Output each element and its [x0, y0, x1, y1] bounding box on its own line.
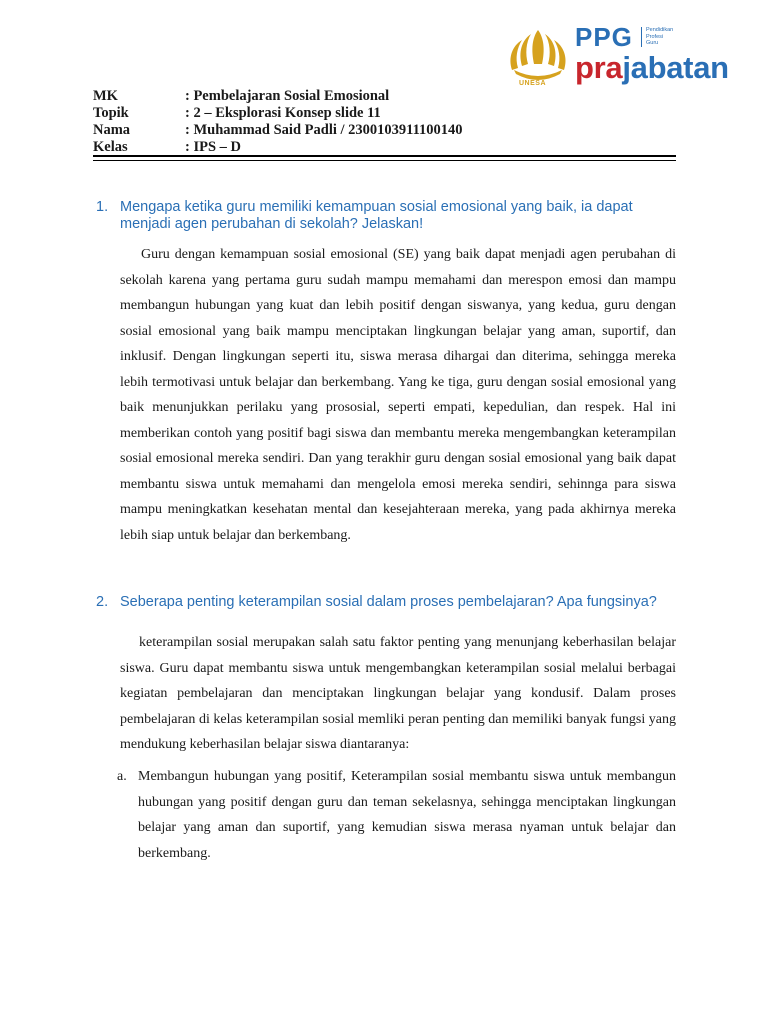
- prajabatan-logo-text: prajabatan: [575, 50, 729, 85]
- list-marker: a.: [117, 769, 127, 784]
- question-number: 2.: [96, 594, 109, 610]
- header-label: Topik: [93, 105, 129, 121]
- header-row-kelas: [93, 139, 673, 156]
- document-header: [93, 88, 673, 156]
- unesa-logo-text: UNESA: [519, 80, 547, 87]
- header-divider-thick: [93, 155, 676, 157]
- answer-1-paragraph: Guru dengan kemampuan sosial emosional (SE) yang baik dapat menjadi agen perubahan di sekolah karena yang pertama guru sudah mampu memahami dan merespon emosi dan mampu membangun hubungan yang kuat dan lebih positif dengan siswanya, yang kedua, guru dengan sosial emosional yang baik mampu menciptakan lingkungan belajar yang aman, suportif, dan inklusif. Dengan lingkungan seperti itu, siswa merasa dihargai dan diterima, sehingga mereka lebih termotivasi untuk belajar dan berkembang. Yang ke tiga, guru dengan sosial emosional yang baik menunjukkan perilaku yang prososial, seperti empati, kepedulian, dan respek. Hal ini memberikan contoh yang positif bagi siswa dan membantu mereka mengembangkan keterampilan sosial emosional mereka sendiri. Dan yang terakhir guru dengan sosial emosional yang baik dapat membantu siswa untuk memahami dan mengelola emosi mereka sendiri, sehinnga para siswa mampu meningkatkan kesehatan mental dan kesejahteraan mereka, yang pada akhirnya mereka lebih siap untuk belajar dan berkembang.: [120, 247, 676, 543]
- question-1: [96, 199, 676, 233]
- header-value: : 2 – Eksplorasi Konsep slide 11: [185, 105, 381, 121]
- question-number: 1.: [96, 199, 109, 215]
- question-text: Seberapa penting keterampilan sosial dalam proses pembelajaran? Apa fungsinya?: [120, 594, 657, 610]
- header-value: : IPS – D: [185, 139, 241, 155]
- header-value: : Pembelajaran Sosial Emosional: [185, 88, 390, 104]
- list-item: [117, 764, 676, 866]
- question-text: Mengapa ketika guru memiliki kemampuan sosial emosional yang baik, ia dapat menjadi agen perubahan di sekolah? Jelaskan!: [120, 199, 633, 232]
- ppg-logo-subtitle: Pendidikan Profesi Guru: [641, 27, 686, 47]
- header-label: MK: [93, 88, 118, 104]
- header-label: Kelas: [93, 139, 128, 155]
- ppg-prajabatan-logo: [575, 24, 729, 84]
- list-item-text: Membangun hubungan yang positif, Keterampilan sosial membantu siswa untuk membangun hubungan yang positif dengan guru dan teman sekelasnya, sehingga menciptakan lingkungan belajar yang aman dan suportif, yang kemudian siswa merasa nyaman untuk belajar dan berkembang.: [138, 769, 676, 861]
- header-divider-thin: [93, 160, 676, 161]
- answer-2-paragraph: keterampilan sosial merupakan salah satu faktor penting yang menunjang keberhasilan belajar siswa. Guru dapat membantu siswa untuk mengembangkan keterampilan sosial melalui berbagai kegiatan pembelajaran dan menciptakan lingkungan belajar yang kondusif. Dalam proses pembelajaran di kelas keterampilan sosial memliki peran penting dan memiliki banyak fungsi yang mendukung keberhasilan belajar siswa diantaranya:: [120, 635, 676, 752]
- ppg-logo-text: PPG: [575, 22, 633, 52]
- header-value: : Muhammad Said Padli / 2300103911100140: [185, 122, 463, 138]
- question-2: [96, 594, 676, 611]
- header-row-topik: [93, 105, 673, 122]
- header-label: Nama: [93, 122, 131, 138]
- header-row-nama: [93, 122, 673, 139]
- header-row-mk: [93, 88, 673, 105]
